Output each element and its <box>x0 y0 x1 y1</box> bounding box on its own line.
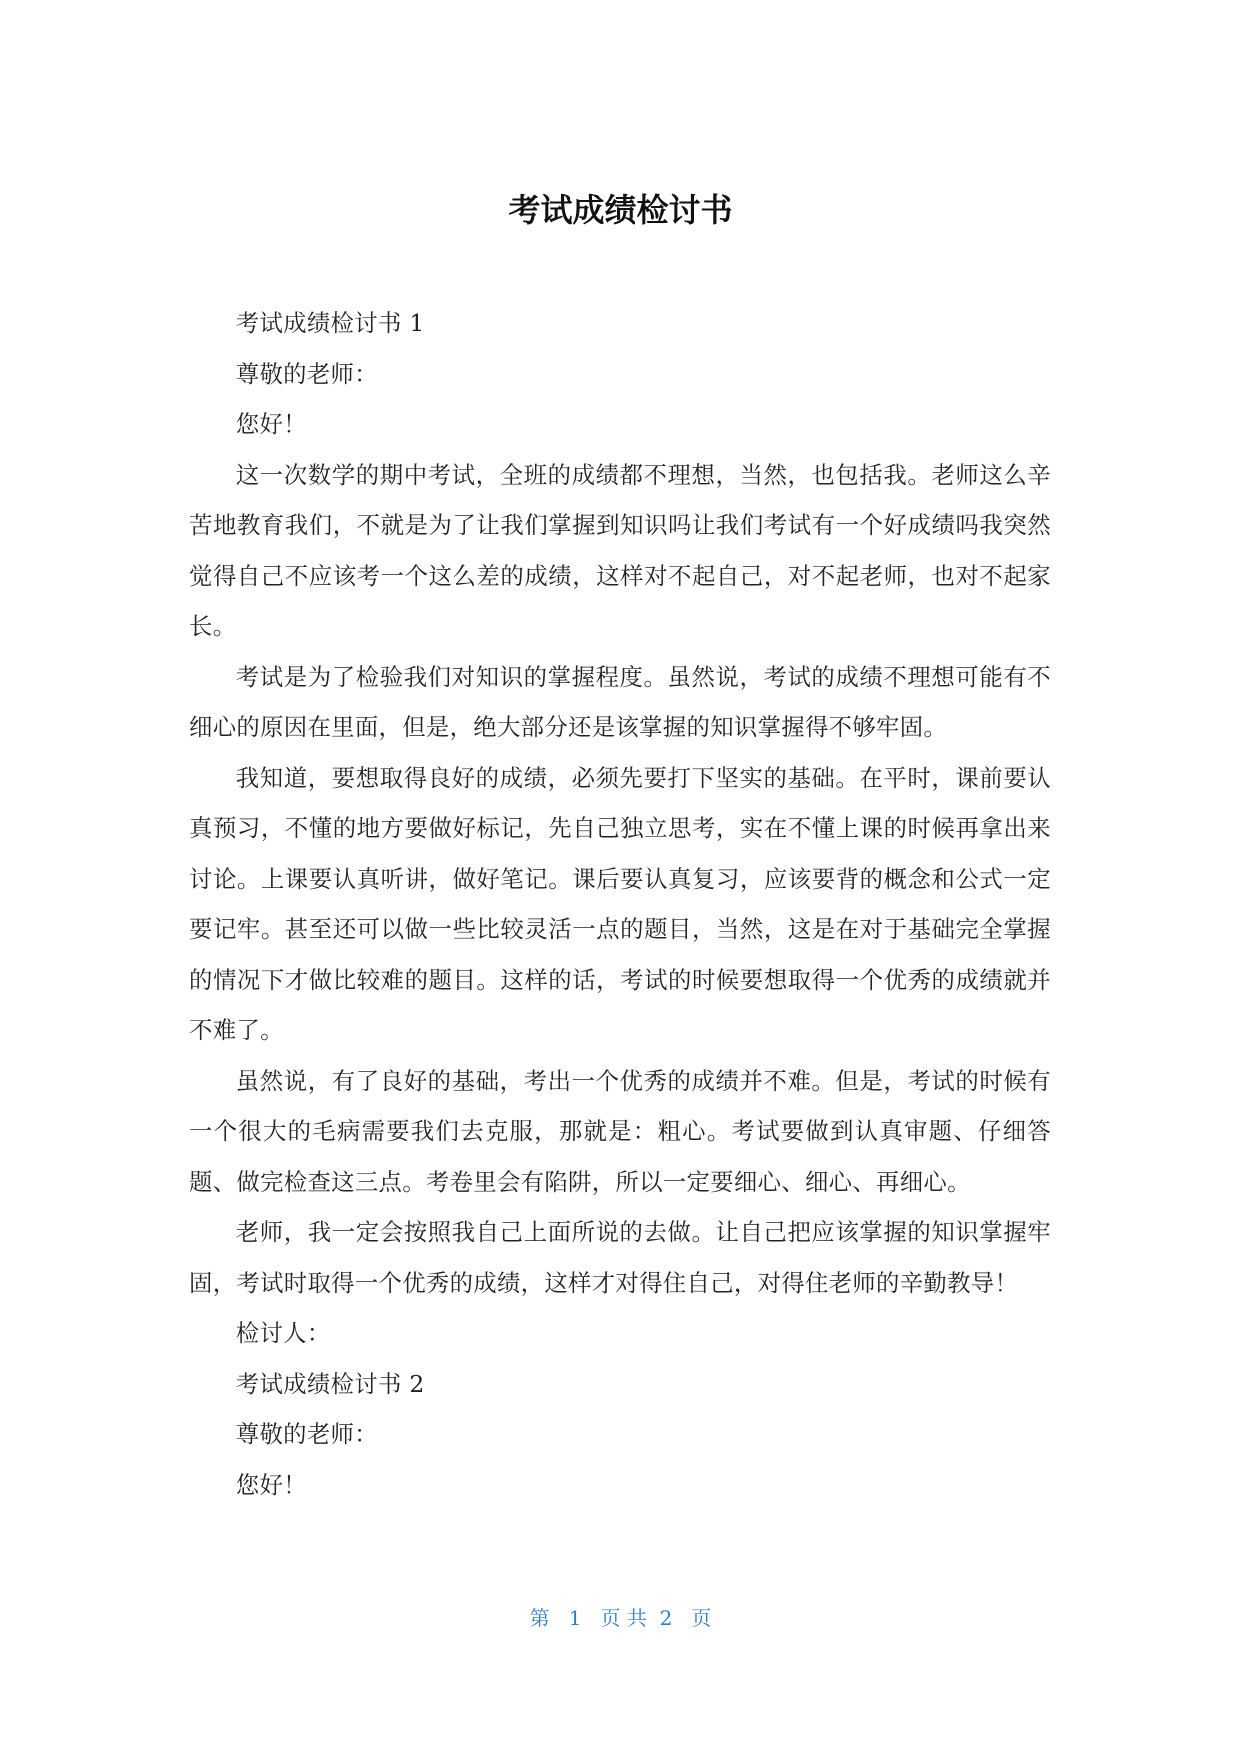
footer-middle: 页 共 <box>600 1606 647 1630</box>
footer-suffix: 页 <box>691 1606 712 1630</box>
greeting: 您好！ <box>235 410 307 438</box>
signature-line: 检讨人： <box>235 1319 331 1347</box>
body-paragraph: 虽然说，有了良好的基础，考出一个优秀的成绩并不难。但是，考试的时候有一个很大的毛病需要我们去克服，那就是：粗心。考试要做到认真审题、仔细答题、做完检查这三点。考卷里会有陷阱，所以一定要细心、细心、再细心。 <box>189 1066 1051 1196</box>
greeting: 您好！ <box>235 1470 307 1499</box>
footer-prefix: 第 <box>529 1606 550 1630</box>
section-heading-2: 考试成绩检讨书 2 <box>235 1369 425 1398</box>
salutation: 尊敬的老师： <box>235 359 378 388</box>
body-paragraph: 老师，我一定会按照我自己上面所说的去做。让自己把应该掌握的知识掌握牢固，考试时取得一个优秀的成绩，这样才对得住自己，对得住老师的辛勤教导！ <box>189 1218 1051 1297</box>
salutation: 尊敬的老师： <box>235 1420 378 1448</box>
document-body <box>189 298 1051 1510</box>
page-footer <box>0 1603 1241 1633</box>
body-paragraph: 考试是为了检验我们对知识的掌握程度。虽然说，考试的成绩不理想可能有不细心的原因在里面，但是，绝大部分还是该掌握的知识掌握得不够牢固。 <box>189 662 1051 741</box>
section-heading-1: 考试成绩检讨书 1 <box>235 309 425 337</box>
document-title: 考试成绩检讨书 <box>508 191 733 229</box>
body-paragraph: 这一次数学的期中考试，全班的成绩都不理想，当然，也包括我。老师这么辛苦地教育我们，不就是为了让我们掌握到知识吗让我们考试有一个好成绩吗我突然觉得自己不应该考一个这么差的成绩，这样对不起自己，对不起老师，也对不起家长。 <box>189 460 1051 640</box>
current-page-number: 1 <box>568 1606 582 1630</box>
total-pages-number: 2 <box>659 1606 673 1630</box>
body-paragraph: 我知道，要想取得良好的成绩，必须先要打下坚实的基础。在平时，课前要认真预习，不懂的地方要做好标记，先自己独立思考，实在不懂上课的时候再拿出来讨论。上课要认真听讲，做好笔记。课后要认真复习，应该要背的概念和公式一定要记牢。甚至还可以做一些比较灵活一点的题目，当然，这是在对于基础完全掌握的情况下才做比较难的题目。这样的话，考试的时候要想取得一个优秀的成绩就并不难了。 <box>189 763 1051 1044</box>
